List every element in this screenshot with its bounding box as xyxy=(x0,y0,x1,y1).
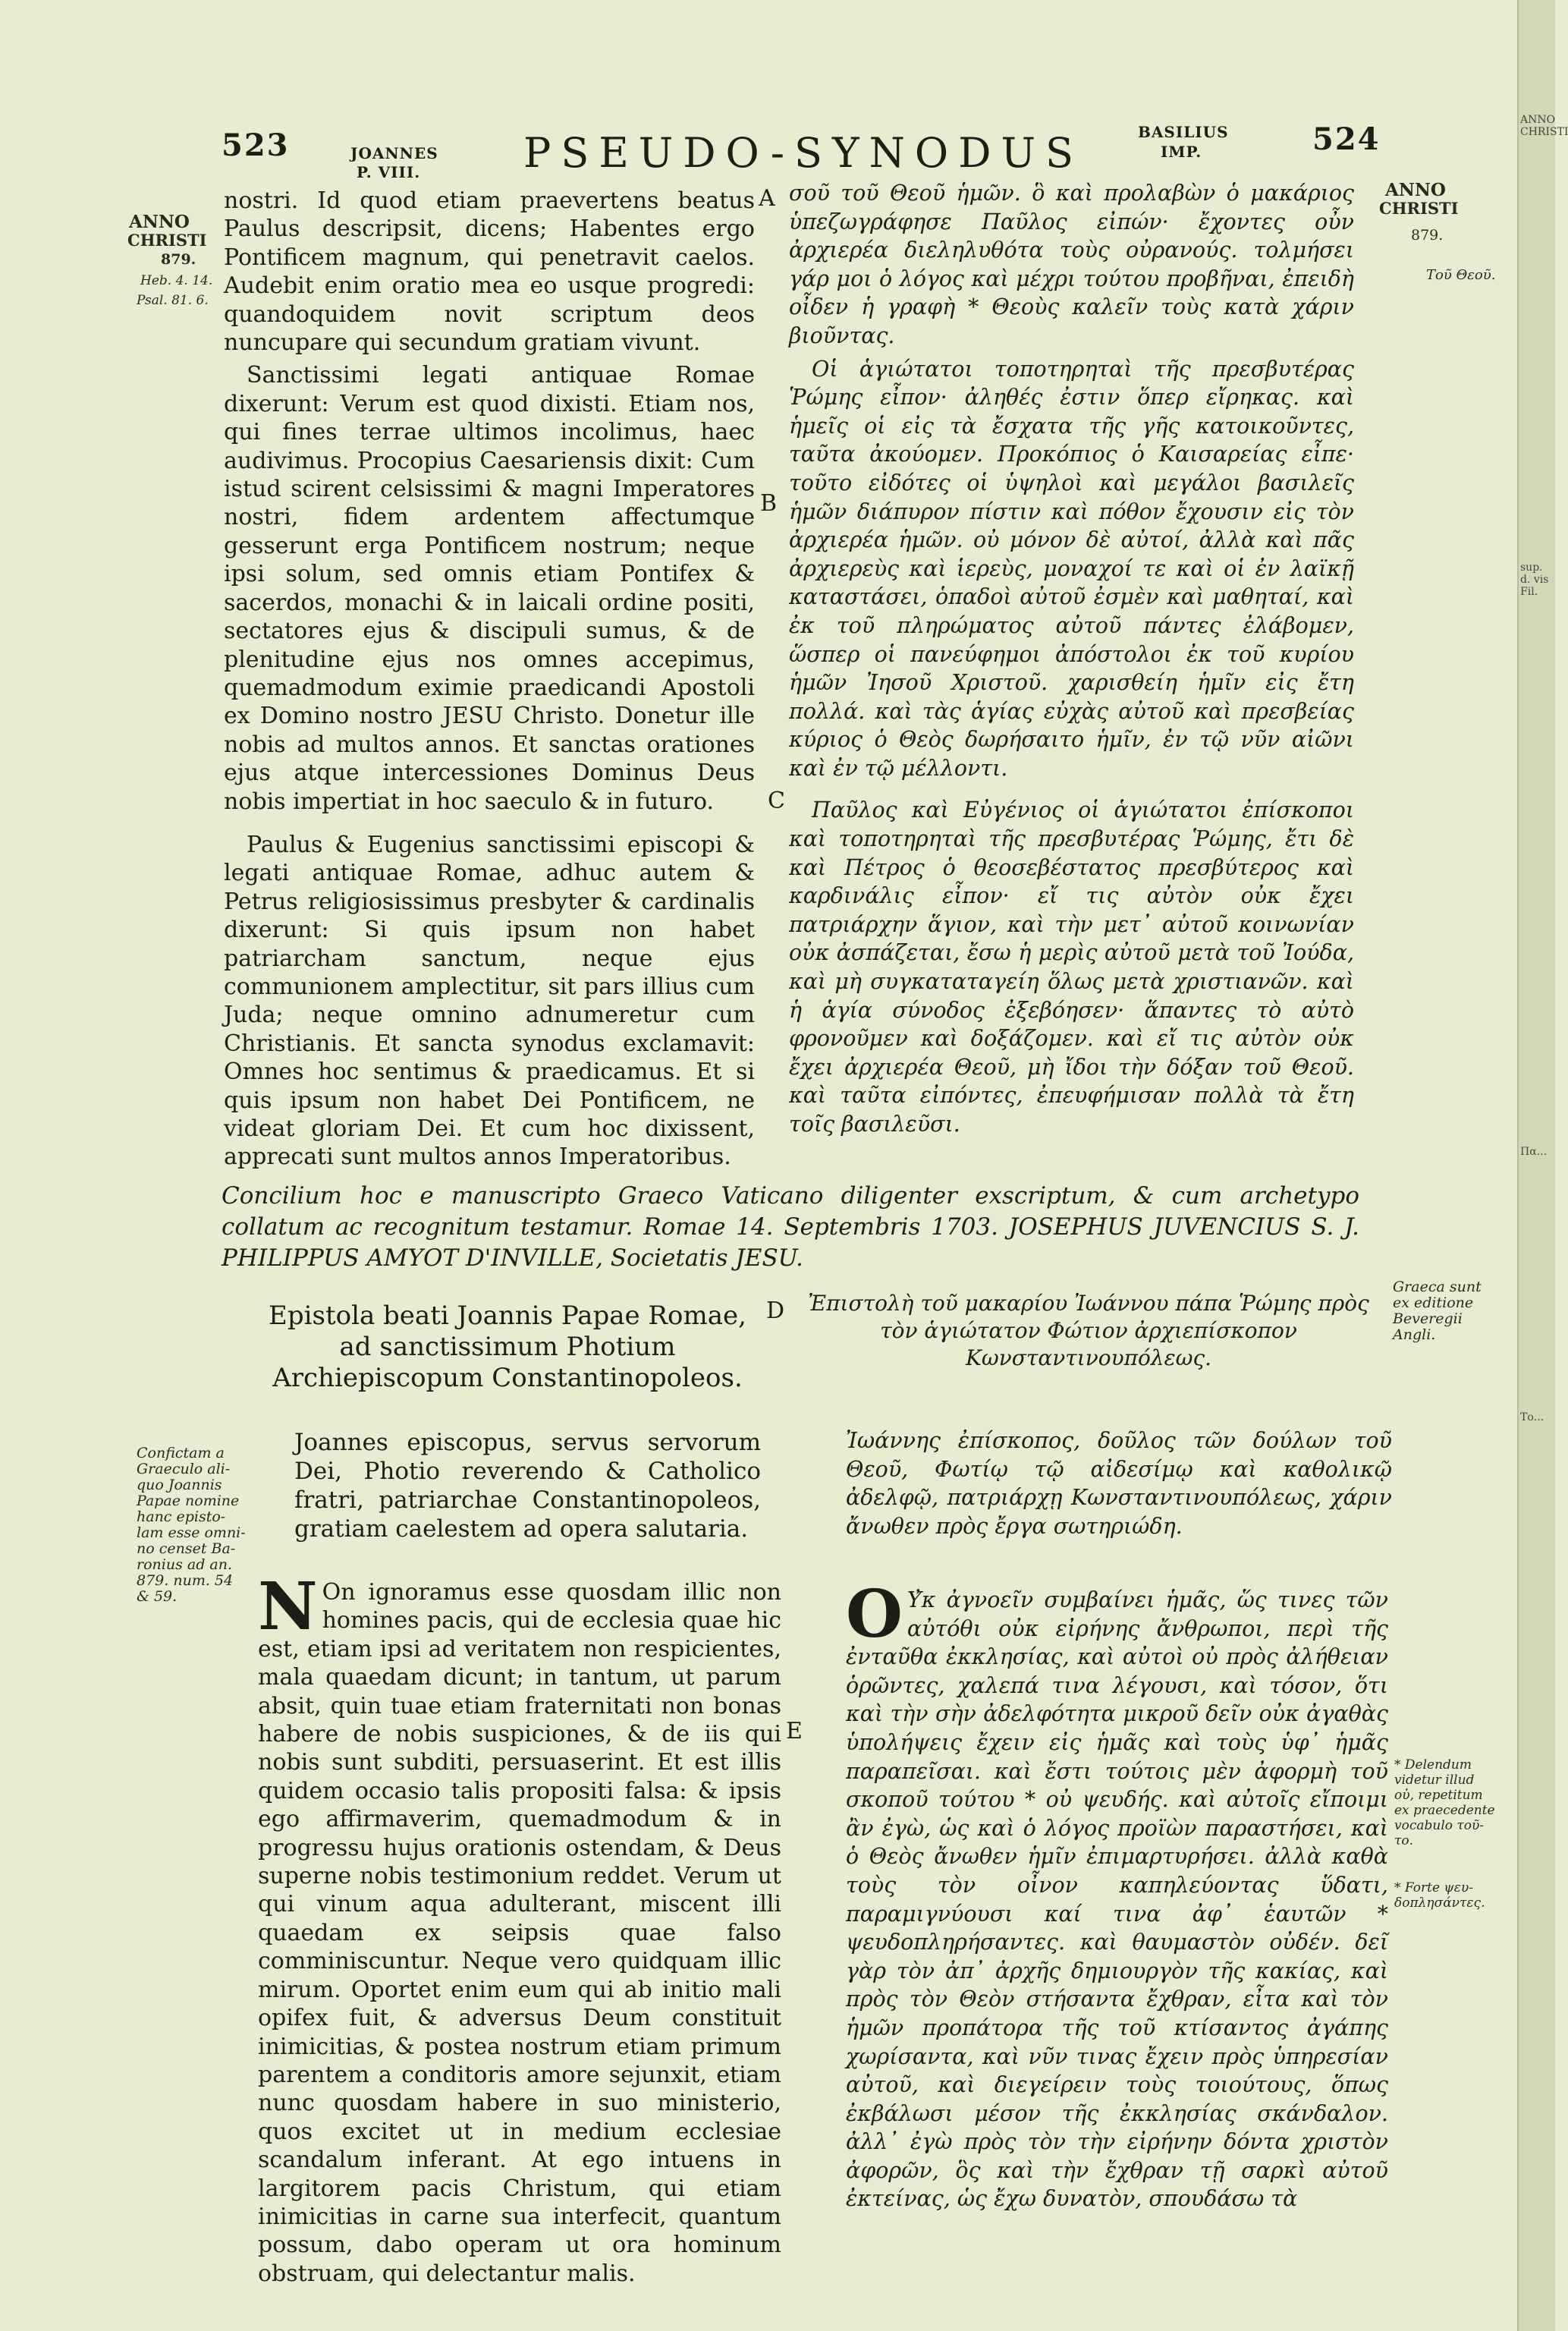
edge-note-top: ANNO CHRISTI xyxy=(1520,114,1568,138)
margin-note-line: Angli. xyxy=(1393,1326,1436,1343)
epistle-title-latin: Epistola beati Joannis Papae Romae, ad sanctissimum Photium Archiepiscopum Constantinopoleos. xyxy=(269,1301,746,1393)
margin-note-line: δοπλησάντες. xyxy=(1394,1895,1485,1911)
margin-note-line: ex praecedente xyxy=(1394,1803,1495,1818)
latin-salutation: Joannes episcopus, servus servorum Dei, Photio reverendo & Catholico fratri, patriarchae Constantinopoleos, gratiam caelestem ad opera salutaria. xyxy=(294,1429,761,1543)
page-number-left: 523 xyxy=(222,127,290,163)
greek-salutation: Ἰωάννης ἐπίσκοπος, δοῦλος τῶν δούλων τοῦ Θεοῦ, Φωτίῳ τῷ αἰδεσίμῳ καὶ καθολικῷ ἀδελφῷ, πατριάρχῃ Κωνσταντινουπόλεως, χάριν ἄνωθεν πρὸς ἔργα σωτηριώδη. xyxy=(846,1428,1392,1539)
latin-paragraph: nostri. Id quod etiam praevertens beatus Paulus descripsit, dicens; Habentes ergo Pontificem magnum, qui penetravit caelos. Audebit enim oratio mea eo usque progredi: quandoquidem novit scriptum deos nuncupare qui secundum gratiam vivunt. xyxy=(224,187,755,357)
margin-year-left: 879. xyxy=(161,251,196,268)
latin-epistle-body xyxy=(258,1568,781,2307)
margin-year-right: 879. xyxy=(1411,227,1444,244)
margin-note-line: ronius ad an. xyxy=(137,1556,232,1573)
margin-note-line: quo Joannis xyxy=(137,1477,222,1493)
greek-paragraph: Οἱ ἁγιώτατοι τοποτηρηταὶ τῆς πρεσβυτέρας Ῥώμης εἶπον· ἀληθές ἐστιν ὅπερ εἴρηκας. καὶ ἡμεῖς οἱ εἰς τὰ ἔσχατα τῆς γῆς κατοικοῦντες, ταῦτα ἀκούομεν. Προκόπιος ὁ Καισαρείας εἶπε· τοῦτο εἰδότες οἱ ὑψηλοὶ καὶ μεγάλοι βασιλεῖς ἡμῶν διάπυρον πίστιν καὶ πόθον ἔχουσιν εἰς τὸν ἀρχιερέα ἡμῶν. οὐ μόνον δὲ αὐτοί, ἀλλὰ καὶ πᾶς ἀρχιερεὺς καὶ ἱερεὺς, μοναχοί τε καὶ οἱ ἐν λαϊκῇ καταστάσει, ὁπαδοὶ αὐτοῦ ἐσμὲν καὶ μαθηταί, καὶ ἐκ τοῦ πληρώματος αὐτοῦ πάντες ἐλάβομεν, ὥσπερ οἱ πανεύφημοι ἀπόστολοι ἐκ τοῦ κυρίου ἡμῶν Ἰησοῦ Χριστοῦ. χαρισθείη ἡμῖν εἰς ἔτη πολλά. καὶ τὰς ἁγίας εὐχὰς αὐτοῦ καὶ πρεσβείας κύριος ὁ Θεὸς δωρήσαιτο ἡμῖν, ἐν τῷ νῦν αἰῶνι καὶ ἐν τῷ μέλλοντι. xyxy=(789,356,1354,781)
header-right-top: BASILIUS xyxy=(1138,123,1229,141)
margin-note-line: vocabulo τοῦ- xyxy=(1394,1818,1485,1833)
page-edge xyxy=(1517,0,1568,2331)
margin-note-line: 879. num. 54 xyxy=(137,1572,234,1589)
margin-note-line: ex editione xyxy=(1393,1294,1474,1311)
header-left-top: JOANNES xyxy=(350,144,438,162)
section-letter-c: C xyxy=(768,788,785,814)
margin-note-line: οὐ, repetitum xyxy=(1394,1788,1483,1803)
greek-column-top xyxy=(789,179,1354,1137)
margin-ref-heb: Heb. 4. 14. xyxy=(140,273,213,288)
margin-note-line: videtur illud xyxy=(1394,1773,1475,1788)
section-letter-b: B xyxy=(760,490,778,517)
greek-epistle-text: Υ̓κ ἀγνοεῖν συμβαίνει ἡμᾶς, ὥς τινες τῶν αὐτόθι οὐκ εἰρήνης ἄνθρωποι, περὶ τῆς ἐνταῦθα ἐκκλησίας, καὶ αὐτοὶ οὐ πρὸς ἀλήθειαν ὁρῶντες, χαλεπά τινα λέγουσι, καὶ τόσον, ὅτι καὶ τὴν σὴν ἀδελφότητα μικροῦ δεῖν οὐκ ἀγαθὰς ὑπολήψεις ἔχειν εἰς ἡμᾶς καὶ τοὺς ὑφ᾽ ἡμᾶς παραπεῖσαι. καὶ ἔστι τούτοις μὲν ἀφορμὴ τοῦ σκοποῦ τούτου * οὐ ψευδής. καὶ αὐτοῖς εἴποιμι ἂν ἐγὼ, ὡς καὶ ὁ λόγος προϊὼν παραστήσει, καὶ ὁ Θεὸς ἄνωθεν ἡμῖν ἐπιμαρτυρήσει. ἀλλὰ καθὰ τοὺς τὸν οἶνον καπηλεύοντας ὕδατι, παραμιγνύουσι καί τινα ἀφ᾽ ἑαυτῶν * ψευδοπληρήσαντες. καὶ θαυμαστὸν οὐδέν. δεῖ γὰρ τὸν ἀπ᾽ ἀρχῆς δημιουργὸν τῆς κακίας, καὶ πρὸς τὸν Θεὸν στήσαντα ἔχθραν, εἶτα καὶ τὸν ἡμῶν προπάτορα τῆς τοῦ κτίσαντος ἀγάπης χωρίσαντα, καὶ νῦν τινας ἔχειν πρὸς ὑπηρεσίαν αὐτοῦ, καὶ διεγείρειν τοὺς τοιούτους, ὅπως ἐκβάλωσι μέσον τῆς ἐκκλησίας σκάνδαλον. ἀλλ᾽ ἐγὼ πρὸς τὸν τὴν εἰρήνην δόντα χριστὸν ἀφορῶν, ὃς καὶ τὴν ἔχθραν τῇ σαρκὶ αὐτοῦ ἐκτείνας, ὡς ἔχω δυνατὸν, σπουδάσω τὰ xyxy=(846,1587,1388,2212)
margin-ref-psal: Psal. 81. 6. xyxy=(137,293,209,308)
greek-paragraph: σοῦ τοῦ Θεοῦ ἡμῶν. ὃ καὶ προλαβὼν ὁ μακάριος ὑπεζωγράφησε Παῦλος εἰπών· ἔχοντες οὖν ἀρχιερέα διεληλυθότα τοὺς οὐρανούς. τολμήσει γάρ μοι ὁ λόγος καὶ μέχρι τούτου προβῆναι, ἐπειδὴ οἶδεν ἡ γραφὴ * Θεοὺς καλεῖν τοὺς κατὰ χάριν βιοῦντας. xyxy=(789,181,1354,348)
dropcap-n: N xyxy=(258,1568,318,1645)
margin-note-forte xyxy=(1394,1880,1516,1911)
margin-note-tou-theou: Τοῦ Θεοῦ. xyxy=(1426,267,1496,283)
margin-note-line: Confictam a xyxy=(137,1445,225,1461)
latin-column-top xyxy=(224,187,755,1171)
margin-anno-right: ANNO xyxy=(1385,180,1446,200)
margin-note-line: no censet Ba- xyxy=(137,1540,236,1557)
latin-epistle-text: On ignoramus esse quosdam illic non homines pacis, qui de ecclesia quae hic est, etiam ipsi ad veritatem non respicientes, mala quaedam dicunt; in tantum, ut parum absit, quin tuae etiam fraternitati non bonas habere de nobis suspiciones, & de iis qui nobis sunt subditi, persuaserint. Et est illis quidem occasio talis propositi falsa: & ipsis ego affirmaverim, quemadmodum & in progressu hujus orationis ostendam, & Deus superne nobis testimonium reddet. Verum ut qui vinum aqua adulterant, miscent illi quaedam ex seipsis quae falso comminiscuntur. Neque vero quidquam illic mirum. Oportet enim eum qui ab initio mali opifex fuit, & adversus Deum constituit inimicitias, & postea nostrum etiam primum parentem a conditoris amore sejunxit, etiam nunc quosdam habere in suo ministerio, quos excitet ut in medium ecclesiae scandalum inferant. At ego intuens in largitorem pacis Christum, qui etiam inimicitias in carne sua interfecit, quantum possum, dabo operam ut ora hominum obstruam, qui delectantur malis. xyxy=(258,1579,781,2287)
margin-note-line: Beveregii xyxy=(1393,1310,1463,1327)
latin-paragraph: Paulus & Eugenius sanctissimi episcopi & legati antiquae Romae, adhuc autem & Petrus religiosissimus presbyter & cardinalis dixerunt: Si quis ipsum non habet patriarcham sanctum, neque ejus communionem amplectitur, sit pars illius cum Juda; neque omnino adnumeretur cum Christianis. Et sancta synodus exclamavit: Omnes hoc sentimus & praedicamus. Et si quis ipsum non habet Dei Pontificem, ne videat gloriam Dei. Et cum hoc dixissent, apprecati sunt multos annos Imperatoribus. xyxy=(224,831,755,1171)
margin-christi-right: CHRISTI xyxy=(1379,199,1459,218)
margin-christi-left: CHRISTI xyxy=(127,231,207,250)
dropcap-o: O xyxy=(846,1576,903,1653)
section-letter-a: A xyxy=(759,185,775,212)
header-left-bottom: P. VIII. xyxy=(357,163,421,181)
margin-note-line: lam esse omni- xyxy=(137,1524,246,1541)
epistle-title-greek: Ἐπιστολὴ τοῦ μακαρίου Ἰωάννου πάπα Ῥώμης πρὸς τὸν ἁγιώτατον Φώτιον ἀρχιεπίσκοπον Κωνσταντινουπόλεως. xyxy=(808,1291,1369,1370)
header-right-bottom: IMP. xyxy=(1161,143,1202,161)
attestation: Concilium hoc e manuscripto Graeco Vaticano diligenter exscriptum, & cum archetypo collatum ac recognitum testamur. Romae 14. Septembris 1703. JOSEPHUS JUVENCIUS S. J. PHILIPPUS AMYOT D'INVILLE, Societatis JESU. xyxy=(222,1182,1359,1272)
greek-paragraph: Παῦλος καὶ Εὐγένιος οἱ ἁγιώτατοι ἐπίσκοποι καὶ τοποτηρηταὶ τῆς πρεσβυτέρας Ῥώμης, ἔτι δὲ καὶ Πέτρος ὁ θεοσεβέστατος πρεσβύτερος καὶ καρδινάλις εἶπον· εἴ τις αὐτὸν οὐκ ἔχει πατριάρχην ἅγιον, καὶ τὴν μετ᾽ αὐτοῦ κοινωνίαν οὐκ ἀσπάζεται, ἔσω ἡ μερὶς αὐτοῦ μετὰ τοῦ Ἰούδα, καὶ μὴ συγκαταταγείη ὅλως μετὰ χριστιανῶν. καὶ ἡ ἁγία σύνοδος ἐξεβόησεν· ἅπαντες τὸ αὐτὸ φρονοῦμεν καὶ δοξάζομεν. καὶ εἴ τις αὐτὸν οὐκ ἔχει ἀρχιερέα Θεοῦ, μὴ ἴδοι τὴν δόξαν τοῦ Θεοῦ. καὶ ταῦτα εἰπόντες, ἐπευφήμισαν πολλὰ τὰ ἔτη τοῖς βασιλεῦσι. xyxy=(789,797,1354,1137)
margin-note-delendum xyxy=(1394,1757,1516,1848)
margin-note-line: Papae nomine xyxy=(137,1493,240,1509)
margin-note-line: Graeculo ali- xyxy=(137,1461,231,1477)
margin-note-line: Graeca sunt xyxy=(1393,1279,1482,1295)
latin-paragraph: Sanctissimi legati antiquae Romae dixerunt: Verum est quod dixisti. Etiam nos, qui fines terrae ultimos incolimus, haec audivimus. Procopius Caesariensis dixit: Cum istud scirent celsissimi & magni Imperatores nostri, fidem ardentem affectumque gesserunt erga Pontificem nostrum; neque ipsi solum, sed omnis etiam Pontifex & sacerdos, monachi & in laicali ordine positi, sectatores ejus & discipuli sumus, & de plenitudine ejus nos omnes accepimus, quemadmodum eximie praedicandi Apostoli ex Domino nostro JESU Christo. Donetur ille nobis ad multos annos. Et sanctas orationes ejus atque intercessiones Dominus Deus nobis impertiat in hoc saeculo & in futuro. xyxy=(224,362,755,815)
margin-note-line: & 59. xyxy=(137,1588,178,1605)
margin-note-line: * Delendum xyxy=(1394,1757,1472,1773)
margin-note-line: hanc episto- xyxy=(137,1508,226,1525)
edge-note-mid1: sup. d. vis Fil. xyxy=(1520,562,1549,598)
edge-note-mid3: Το... xyxy=(1520,1411,1544,1423)
edge-note-mid2: Πα... xyxy=(1520,1146,1548,1158)
margin-anno-left: ANNO xyxy=(129,212,190,232)
margin-note-baronius xyxy=(137,1445,258,1605)
section-letter-e: E xyxy=(786,1718,803,1744)
margin-note-line: * Forte ψευ- xyxy=(1394,1880,1473,1895)
section-letter-d: D xyxy=(766,1298,785,1324)
greek-epistle-body xyxy=(846,1576,1388,2314)
margin-note-graeca xyxy=(1393,1279,1507,1343)
margin-note-line: το. xyxy=(1394,1833,1414,1848)
page-title: PSEUDO-SYNODUS xyxy=(523,129,1084,177)
page-number-right: 524 xyxy=(1312,121,1381,157)
